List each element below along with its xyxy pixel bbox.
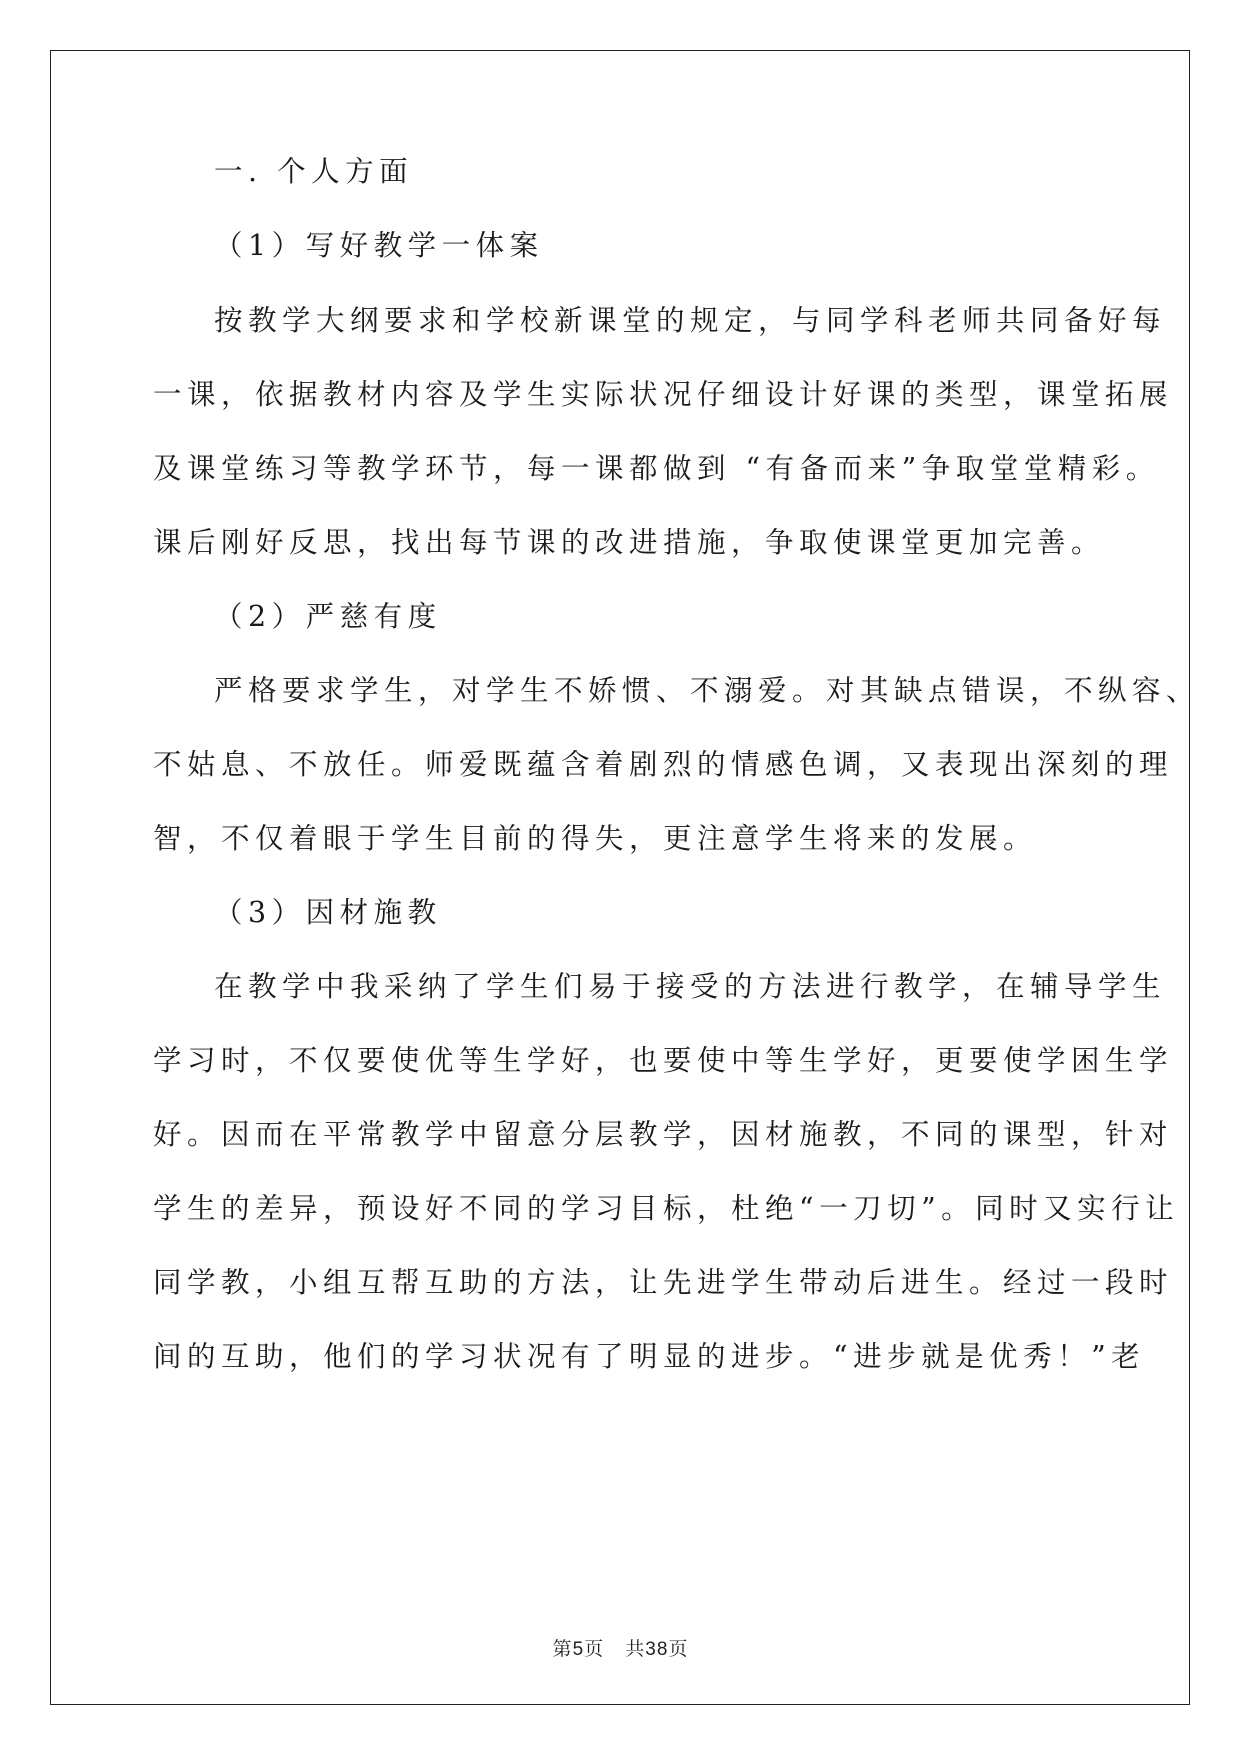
subsection-title-2: （2）严慈有度 <box>214 600 442 633</box>
paragraph-line: 一课，依据教材内容及学生实际状况仔细设计好课的类型，课堂拓展 <box>153 378 1174 411</box>
total-pages: 38 <box>645 1639 669 1660</box>
paragraph-line: 不姑息、不放任。师爱既蕴含着剧烈的情感色调，又表现出深刻的理 <box>153 748 1174 781</box>
paragraph-line: 学生的差异，预设好不同的学习目标，杜绝“一刀切”。同时又实行让 <box>153 1192 1180 1225</box>
total-prefix: 共 <box>625 1638 646 1660</box>
page-suffix: 页 <box>584 1638 605 1660</box>
paragraph-line: 在教学中我采纳了学生们易于接受的方法进行教学，在辅导学生 <box>214 970 1167 1003</box>
section-heading: 一. 个人方面 <box>214 155 414 188</box>
page-prefix: 第 <box>552 1638 573 1660</box>
page-footer <box>0 1634 1241 1661</box>
paragraph-line: 智，不仅着眼于学生目前的得失，更注意学生将来的发展。 <box>153 822 1038 855</box>
paragraph-line: 严格要求学生，对学生不娇惯、不溺爱。对其缺点错误，不纵容、 <box>214 674 1201 707</box>
paragraph-line: 按教学大纲要求和学校新课堂的规定，与同学科老师共同备好每 <box>214 304 1167 337</box>
paragraph-line: 课后刚好反思，找出每节课的改进措施，争取使课堂更加完善。 <box>153 526 1106 559</box>
paragraph-line: 及课堂练习等教学环节，每一课都做到 “有备而来”争取堂堂精彩。 <box>153 452 1160 485</box>
paragraph-line: 间的互助，他们的学习状况有了明显的进步。“进步就是优秀！”老 <box>153 1340 1146 1373</box>
paragraph-line: 学习时，不仅要使优等生学好，也要使中等生学好，更要使学困生学 <box>153 1044 1174 1077</box>
subsection-title-3: （3）因材施教 <box>214 896 442 929</box>
paragraph-line: 好。因而在平常教学中留意分层教学，因材施教，不同的课型，针对 <box>153 1118 1174 1151</box>
page-number: 5 <box>572 1639 585 1660</box>
subsection-title-1: （1）写好教学一体案 <box>214 229 544 262</box>
total-suffix: 页 <box>668 1638 689 1660</box>
paragraph-line: 同学教，小组互帮互助的方法，让先进学生带动后进生。经过一段时 <box>153 1266 1174 1299</box>
page-border <box>50 50 1190 1705</box>
